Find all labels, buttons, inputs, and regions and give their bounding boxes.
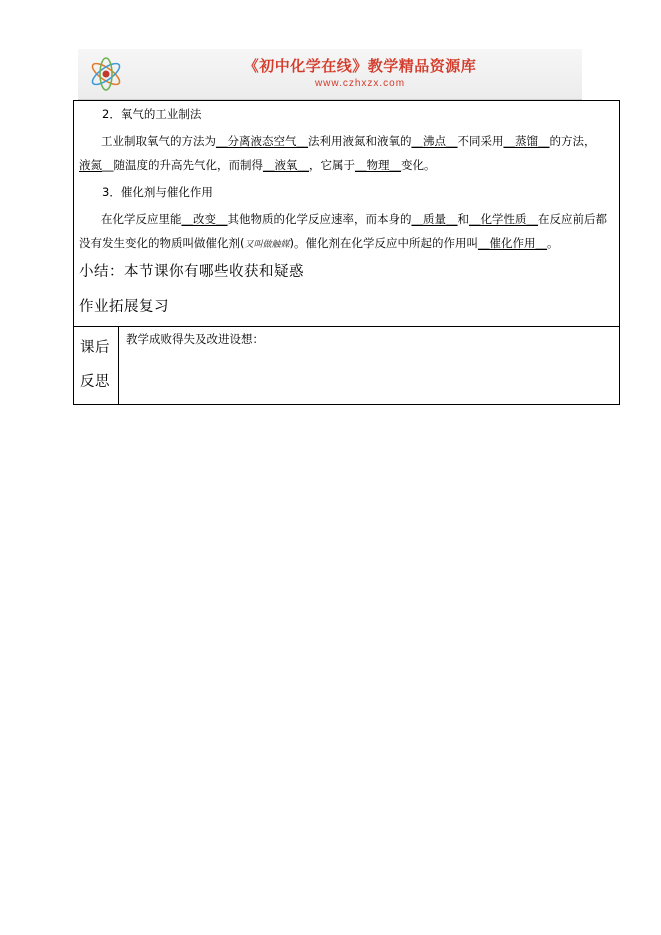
section-heading-oxygen: 2．氧气的工业制法 xyxy=(102,107,202,121)
paragraph-catalyst-line2: 没有发生变化的物质叫做催化剂(又叫做触媒)。催化剂在化学反应中所起的作用叫__催化作用__。 xyxy=(79,236,559,250)
paragraph-oxygen-line2: 液氮__随温度的升高先气化，而制得__液氧__，它属于__物理__变化。 xyxy=(79,158,436,172)
reflection-label-line2: 反思 xyxy=(80,374,110,390)
reflection-label-line1: 课后 xyxy=(80,340,110,356)
atom-logo-icon xyxy=(86,54,126,94)
handwritten-note: 又叫做触媒 xyxy=(244,240,290,250)
summary-line: 小结：本节课你有哪些收获和疑惑 xyxy=(79,264,304,280)
homework-line: 作业拓展复习 xyxy=(79,299,169,315)
banner-title: 《初中化学在线》教学精品资源库 xyxy=(243,57,477,75)
banner-url: www.czhxzx.com xyxy=(314,78,406,89)
reflection-prompt: 教学成败得失及改进设想： xyxy=(126,332,264,346)
reflection-divider xyxy=(118,326,119,405)
paragraph-oxygen-line1: 工业制取氧气的方法为__分离液态空气__法利用液氮和液氧的__沸点__不同采用__蒸馏__的方法， xyxy=(101,134,596,148)
section-heading-catalyst: 3．催化剂与催化作用 xyxy=(102,185,213,199)
paragraph-catalyst-line1: 在化学反应里能__改变__其他物质的化学反应速率，而本身的__质量__和__化学性质__在反应前后都 xyxy=(101,212,607,226)
